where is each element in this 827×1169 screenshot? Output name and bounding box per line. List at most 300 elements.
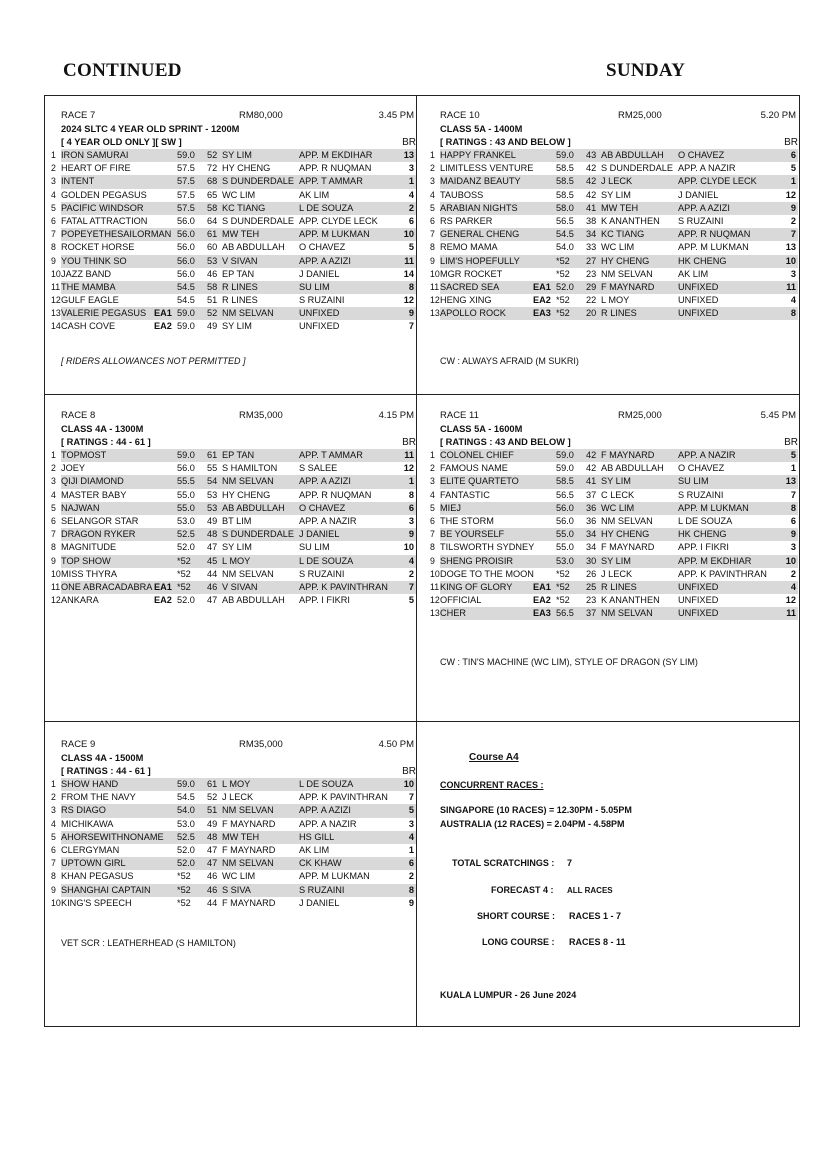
runner-number: 1: [430, 450, 435, 460]
runner-number: 6: [51, 844, 56, 855]
horse-name: TOP SHOW: [61, 555, 111, 566]
trainer: V SIVAN: [222, 255, 258, 266]
race-header-row: [61, 738, 416, 752]
jockey: APP. M LUKMAN: [299, 871, 370, 882]
jockey: AK LIM: [678, 268, 709, 279]
race-conditions: [ RATINGS : 44 - 61 ]: [61, 766, 151, 776]
horse-name: THE STORM: [440, 515, 494, 526]
weight: *52: [556, 255, 570, 266]
jockey: AK LIM: [299, 189, 330, 200]
weight: 54.5: [177, 792, 195, 803]
jockey: APP. I FIKRI: [678, 542, 729, 553]
horse-name: THE MAMBA: [61, 281, 116, 292]
trainer: HY CHENG: [601, 529, 650, 540]
weight: 54.5: [556, 229, 574, 240]
horse-name: FANTASTIC: [440, 489, 490, 500]
rating: 46: [207, 884, 218, 895]
runner-number: 2: [51, 463, 56, 474]
jockey: UNFIXED: [678, 295, 719, 306]
weight: 56.5: [556, 608, 574, 619]
rating: 68: [207, 176, 218, 187]
weight: 57.5: [177, 189, 195, 200]
race-title: CLASS 4A - 1300M: [61, 424, 144, 434]
race-number: RACE 7: [61, 110, 96, 121]
trainer: F MAYNARD: [601, 542, 655, 553]
horse-name: APOLLO ROCK: [440, 308, 506, 319]
runner-number: 7: [51, 858, 56, 869]
runner-row: [430, 502, 798, 515]
race-conditions-row: [440, 136, 798, 149]
weight: 54.5: [177, 295, 195, 306]
runner-number: 9: [51, 255, 56, 266]
runner-number: 12: [430, 595, 440, 606]
runner-number: 10: [51, 897, 61, 908]
barrier: 11: [786, 608, 796, 619]
jockey: L DE SOUZA: [299, 555, 354, 566]
trainer: F MAYNARD: [222, 844, 276, 855]
runner-row: [51, 568, 416, 581]
rating: 54: [207, 476, 218, 487]
rating: 27: [586, 255, 597, 266]
jockey: APP. M LUKMAN: [299, 229, 370, 240]
runner-row: [51, 818, 416, 831]
barrier: 10: [403, 779, 414, 789]
runner-row: [430, 607, 798, 620]
runner-row: [430, 489, 798, 502]
rating: 44: [207, 897, 218, 908]
trainer: WC LIM: [601, 502, 635, 513]
jockey: J DANIEL: [299, 268, 340, 279]
jockey: J DANIEL: [299, 897, 340, 908]
runner-number: 3: [430, 476, 435, 487]
race-prize: RM25,000: [618, 110, 662, 121]
barrier: 4: [790, 295, 796, 306]
barrier: 3: [408, 818, 414, 829]
runner-row: [51, 515, 416, 528]
runner-row: [430, 555, 798, 568]
barrier: 9: [790, 529, 796, 540]
barrier: 11: [404, 450, 414, 460]
barrier: 13: [785, 242, 796, 253]
runner-number: 1: [430, 150, 435, 160]
rating: 52: [207, 792, 218, 803]
rating: 42: [586, 189, 597, 200]
runner-number: 4: [51, 818, 56, 829]
jockey: UNFIXED: [678, 608, 719, 619]
jockey: CK KHAW: [299, 858, 342, 869]
jockey: APP. A NAZIR: [678, 163, 736, 174]
weight: 54.0: [177, 805, 195, 816]
weight: *52: [177, 871, 191, 882]
jockey: APP. K PAVINTHRAN: [299, 792, 388, 803]
barrier-header: BR: [402, 766, 416, 777]
rating: 58: [207, 281, 218, 292]
horse-name: HEART OF FIRE: [61, 163, 131, 174]
trainer: S DUNDERDALE: [601, 163, 673, 174]
weight: 54.0: [556, 242, 574, 253]
horse-name: SHANGHAI CAPTAIN: [61, 884, 151, 895]
weight: 52.0: [177, 844, 195, 855]
barrier: 11: [786, 281, 796, 292]
weight: *52: [177, 568, 191, 579]
runner-row: [430, 568, 798, 581]
rating: 22: [586, 295, 597, 306]
race-conditions-row: [61, 765, 416, 778]
race-header-row: [61, 109, 416, 123]
jockey: APP. T AMMAR: [299, 176, 363, 187]
race-time: 4.50 PM: [378, 739, 414, 750]
jockey: APP. A AZIZI: [299, 255, 351, 266]
runner-row: [430, 241, 798, 254]
barrier: 7: [790, 489, 796, 500]
barrier: 9: [790, 202, 796, 213]
horse-name: RS DIAGO: [61, 805, 106, 816]
runner-number: 5: [51, 502, 56, 513]
trainer: S DUNDERDALE: [222, 176, 294, 187]
weight: 52.0: [177, 595, 195, 606]
trainer: SY LIM: [222, 321, 252, 332]
race-header-row: [61, 409, 416, 423]
jockey: APP. R NUQMAN: [299, 489, 372, 500]
rating: 42: [586, 176, 597, 187]
runner-row: [51, 175, 416, 188]
runner-number: 10: [430, 568, 440, 579]
race-10-panel: [430, 109, 798, 320]
barrier: 11: [404, 255, 414, 266]
runner-row: [51, 162, 416, 175]
runner-number: 8: [430, 242, 435, 253]
barrier: 7: [408, 581, 414, 592]
trainer: HY CHENG: [222, 163, 271, 174]
runner-row: [51, 844, 416, 857]
rating: 43: [586, 150, 597, 160]
horse-name: KING OF GLORY: [440, 581, 513, 592]
weight: *52: [556, 595, 570, 606]
runner-row: [51, 268, 416, 281]
runner-row: [430, 475, 798, 488]
trainer: NM SELVAN: [601, 515, 653, 526]
barrier: 6: [790, 150, 796, 160]
jockey: APP. A AZIZI: [299, 805, 351, 816]
barrier: 7: [790, 229, 796, 240]
rating: 26: [586, 568, 597, 579]
runner-number: 8: [51, 242, 56, 253]
runner-row: [51, 294, 416, 307]
weight: 53.0: [556, 555, 574, 566]
runner-row: [51, 281, 416, 294]
barrier: 10: [785, 555, 796, 566]
runner-number: 7: [430, 229, 435, 240]
rating: 49: [207, 515, 218, 526]
race-conditions: [ RATINGS : 43 AND BELOW ]: [440, 437, 571, 447]
horse-name: BE YOURSELF: [440, 529, 505, 540]
race-conditions: [ 4 YEAR OLD ONLY ][ SW ]: [61, 137, 182, 147]
trainer: K ANANTHEN: [601, 595, 660, 606]
barrier: 8: [790, 502, 796, 513]
barrier: 3: [790, 542, 796, 553]
emergency-tag: EA1: [154, 308, 172, 319]
trainer: J LECK: [601, 568, 633, 579]
race-7-panel: [51, 109, 416, 334]
horse-name: LIM'S HOPEFULLY: [440, 255, 520, 266]
trainer: MW TEH: [222, 229, 260, 240]
runner-row: [51, 202, 416, 215]
weight: 55.0: [177, 489, 195, 500]
runner-number: 6: [430, 215, 435, 226]
race-time: 3.45 PM: [378, 110, 414, 121]
trainer: R LINES: [222, 295, 258, 306]
barrier: 8: [408, 884, 414, 895]
rating: 60: [207, 242, 218, 253]
horse-name: NAJWAN: [61, 502, 100, 513]
trainer: EP TAN: [222, 450, 255, 460]
trainer: C LECK: [601, 489, 635, 500]
emergency-tag: EA2: [533, 595, 551, 606]
rating: 61: [207, 450, 218, 460]
race-number: RACE 8: [61, 410, 96, 421]
rating: 33: [586, 242, 597, 253]
race-conditions-row: [61, 436, 416, 449]
weight: 56.0: [177, 215, 195, 226]
jockey: APP. M LUKMAN: [678, 502, 749, 513]
trainer: S DUNDERDALE: [222, 215, 294, 226]
runner-number: 9: [430, 255, 435, 266]
trainer: K ANANTHEN: [601, 215, 660, 226]
weight: 56.0: [177, 255, 195, 266]
runner-number: 3: [51, 476, 56, 487]
runner-row: [51, 320, 416, 333]
jockey: APP. M EKDHIAR: [678, 555, 752, 566]
race-prize: RM80,000: [239, 110, 283, 121]
runner-row: [430, 162, 798, 175]
weight: 59.0: [177, 321, 195, 332]
horse-name: VALERIE PEGASUS: [61, 308, 147, 319]
jockey: UNFIXED: [678, 581, 719, 592]
rating: 34: [586, 229, 597, 240]
jockey: APP. A NAZIR: [678, 450, 736, 460]
jockey: S RUZAINI: [678, 489, 724, 500]
runner-number: 4: [51, 489, 56, 500]
concurrent-races-label: CONCURRENT RACES :: [440, 780, 544, 790]
trainer: WC LIM: [222, 871, 256, 882]
short-course-value: RACES 1 - 7: [569, 911, 622, 921]
jockey: APP. K PAVINTHRAN: [299, 581, 388, 592]
rating: 47: [207, 595, 218, 606]
rating: 36: [586, 515, 597, 526]
barrier: 3: [408, 515, 414, 526]
runner-number: 11: [51, 581, 61, 592]
singapore-races: SINGAPORE (10 RACES) = 12.30PM - 5.05PM: [440, 805, 632, 815]
trainer: SY LIM: [601, 476, 631, 487]
jockey: APP. CLYDE LECK: [678, 176, 757, 187]
runner-number: 13: [51, 308, 61, 319]
rating: 65: [207, 189, 218, 200]
trainer: SY LIM: [222, 150, 252, 160]
rating: 20: [586, 308, 597, 319]
emergency-tag: EA2: [154, 321, 172, 332]
weight: 55.0: [177, 502, 195, 513]
weight: 58.5: [556, 163, 574, 174]
horse-name: FROM THE NAVY: [61, 792, 136, 803]
jockey: UNFIXED: [678, 281, 719, 292]
weight: 59.0: [177, 308, 195, 319]
runner-row: [51, 255, 416, 268]
rating: 23: [586, 595, 597, 606]
runner-number: 9: [51, 884, 56, 895]
emergency-tag: EA2: [533, 295, 551, 306]
horse-name: GULF EAGLE: [61, 295, 119, 306]
rating: 49: [207, 818, 218, 829]
weight: 58.5: [556, 189, 574, 200]
runner-row: [51, 778, 416, 791]
race-prize: RM35,000: [239, 739, 283, 750]
rating: 29: [586, 281, 597, 292]
horse-name: MAIDANZ BEAUTY: [440, 176, 521, 187]
trainer: WC LIM: [222, 189, 256, 200]
weight: 52.0: [556, 281, 574, 292]
jockey: APP. M EKDIHAR: [299, 150, 373, 160]
rating: 41: [586, 476, 597, 487]
trainer: F MAYNARD: [222, 897, 276, 908]
runner-row: [51, 241, 416, 254]
trainer: EP TAN: [222, 268, 255, 279]
jockey: J DANIEL: [678, 189, 719, 200]
trainer: L MOY: [222, 779, 251, 789]
runner-row: [51, 462, 416, 475]
jockey: S SALEE: [299, 463, 338, 474]
weight: 52.0: [177, 542, 195, 553]
scratchings-value: 7: [567, 858, 573, 868]
runner-number: 12: [51, 595, 61, 606]
rating: 49: [207, 321, 218, 332]
emergency-tag: EA3: [533, 608, 551, 619]
runner-row: [51, 502, 416, 515]
rating: 30: [586, 555, 597, 566]
page-header-right: SUNDAY: [606, 60, 686, 81]
weight: 56.0: [177, 229, 195, 240]
jockey: HK CHENG: [678, 255, 727, 266]
horse-name: QIJI DIAMOND: [61, 476, 124, 487]
horse-name: JAZZ BAND: [61, 268, 112, 279]
barrier: 5: [790, 163, 796, 174]
runner-row: [51, 804, 416, 817]
horse-name: GOLDEN PEGASUS: [61, 189, 147, 200]
runner-row: [51, 528, 416, 541]
runner-number: 4: [51, 189, 56, 200]
weight: *52: [177, 555, 191, 566]
horse-name: MIEJ: [440, 502, 461, 513]
race-time: 4.15 PM: [378, 410, 414, 421]
horse-name: ANKARA: [61, 595, 99, 606]
runner-number: 4: [430, 189, 435, 200]
horse-name: DRAGON RYKER: [61, 529, 136, 540]
runner-number: 11: [430, 281, 440, 292]
weight: *52: [177, 581, 191, 592]
jockey: UNFIXED: [678, 308, 719, 319]
location-date: KUALA LUMPUR - 26 June 2024: [440, 990, 577, 1000]
rating: 45: [207, 555, 218, 566]
runner-number: 3: [51, 176, 56, 187]
barrier: 1: [408, 476, 414, 487]
rating: 52: [207, 150, 218, 160]
weight: 53.0: [177, 515, 195, 526]
jockey: UNFIXED: [678, 595, 719, 606]
horse-name: UPTOWN GIRL: [61, 858, 126, 869]
weight: *52: [556, 308, 570, 319]
runner-row: [51, 831, 416, 844]
rating: 53: [207, 255, 218, 266]
runner-row: [51, 215, 416, 228]
forecast-value: ALL RACES: [567, 886, 613, 895]
jockey: SU LIM: [299, 281, 330, 292]
trainer: HY CHENG: [222, 489, 271, 500]
runner-row: [430, 175, 798, 188]
trainer: NM SELVAN: [601, 608, 653, 619]
rating: 36: [586, 502, 597, 513]
emergency-tag: EA2: [154, 595, 172, 606]
emergency-tag: EA3: [533, 308, 551, 319]
trainer: NM SELVAN: [222, 805, 274, 816]
runner-number: 5: [51, 202, 56, 213]
race-7-note: [ RIDERS ALLOWANCES NOT PERMITTED ]: [61, 356, 246, 366]
trainer: V SIVAN: [222, 581, 258, 592]
barrier: 1: [790, 176, 796, 187]
runner-row: [51, 857, 416, 870]
trainer: HY CHENG: [601, 255, 650, 266]
weight: *52: [556, 295, 570, 306]
barrier: 12: [403, 295, 414, 306]
race-8-panel: [51, 409, 416, 607]
scratchings-label: TOTAL SCRATCHINGS :: [452, 858, 555, 868]
runner-number: 6: [430, 515, 435, 526]
forecast-label: FORECAST 4 :: [491, 885, 554, 895]
weight: 59.0: [177, 779, 195, 789]
race-title: 2024 SLTC 4 YEAR OLD SPRINT - 1200M: [61, 124, 240, 134]
barrier: 13: [785, 476, 796, 487]
barrier: 12: [403, 463, 414, 474]
barrier: 6: [408, 858, 414, 869]
trainer: NM SELVAN: [222, 476, 274, 487]
trainer: L MOY: [222, 555, 251, 566]
barrier-header: BR: [784, 437, 798, 448]
horse-name: KHAN PEGASUS: [61, 871, 134, 882]
australia-races: AUSTRALIA (12 RACES) = 2.04PM - 4.58PM: [440, 819, 625, 829]
rating: 48: [207, 529, 218, 540]
weight: 58.5: [556, 476, 574, 487]
barrier-header: BR: [402, 137, 416, 148]
weight: 58.5: [556, 176, 574, 187]
jockey: APP. R NUQMAN: [299, 163, 372, 174]
horse-name: CHER: [440, 608, 467, 619]
rating: 23: [586, 268, 597, 279]
barrier: 10: [403, 542, 414, 553]
runner-number: 1: [51, 150, 56, 160]
runner-number: 7: [51, 229, 56, 240]
barrier: 1: [408, 844, 414, 855]
runner-number: 7: [51, 529, 56, 540]
runner-row: [51, 870, 416, 883]
trainer: SY LIM: [222, 542, 252, 553]
barrier: 4: [408, 555, 414, 566]
weight: 57.5: [177, 163, 195, 174]
runner-number: 6: [51, 515, 56, 526]
row-divider-1: [44, 394, 800, 395]
trainer: J LECK: [601, 176, 633, 187]
barrier: 8: [408, 281, 414, 292]
barrier: 9: [408, 529, 414, 540]
runner-row: [430, 594, 798, 607]
weight: 54.5: [177, 281, 195, 292]
